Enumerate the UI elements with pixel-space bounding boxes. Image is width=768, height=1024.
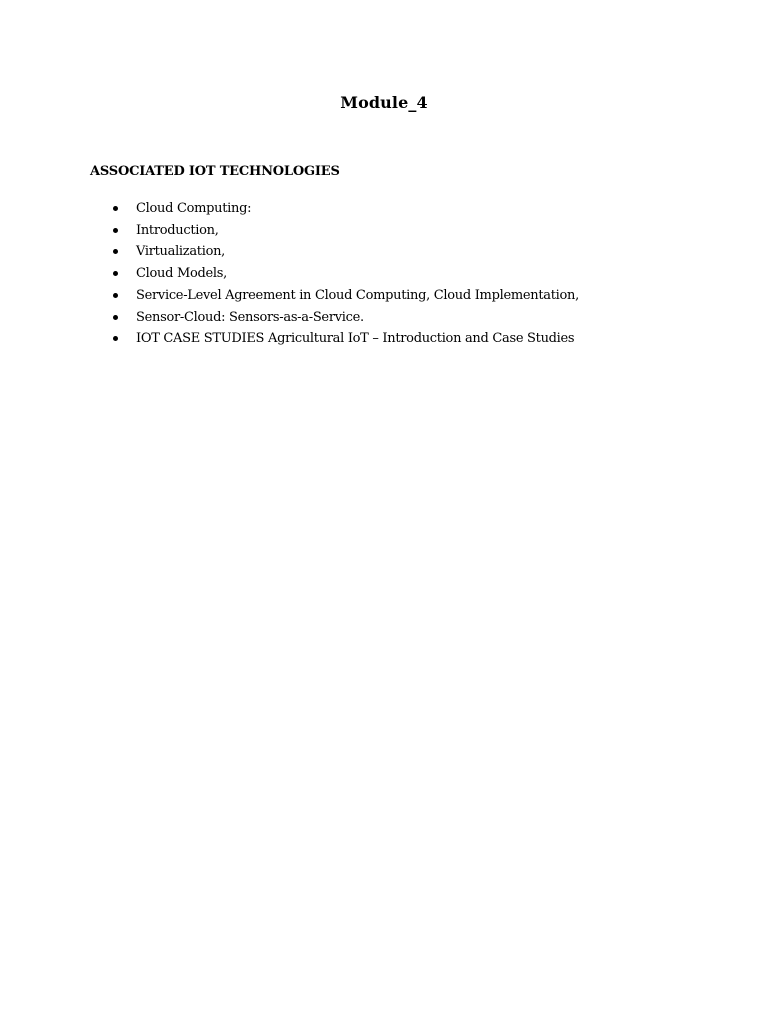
list-item — [110, 263, 579, 285]
list-item — [110, 198, 579, 220]
page-title: Module_4 — [340, 93, 428, 112]
list-item-text: Cloud Computing: — [136, 201, 252, 216]
bullet-icon — [113, 228, 118, 233]
bullet-icon — [113, 206, 118, 211]
bullet-icon — [113, 336, 118, 341]
section-heading: ASSOCIATED IOT TECHNOLOGIES — [90, 164, 340, 179]
bullet-icon — [113, 271, 118, 276]
list-item — [110, 241, 579, 263]
list-item — [110, 307, 579, 329]
list-item-text: Service-Level Agreement in Cloud Computing, Cloud Implementation, — [136, 287, 579, 303]
list-item-text: Cloud Models, — [136, 266, 227, 282]
list-item — [110, 220, 579, 242]
list-item-text: IOT CASE STUDIES Agricultural IoT – Introduction and Case Studies — [136, 331, 575, 347]
list-item-text: Sensor-Cloud: Sensors-as-a-Service. — [136, 309, 364, 325]
list-item — [110, 328, 579, 350]
bullet-icon — [113, 293, 118, 298]
list-item-text: Introduction, — [136, 222, 219, 238]
bullet-icon — [113, 315, 118, 320]
list-item-text: Virtualization, — [136, 244, 226, 260]
list-item — [110, 285, 579, 307]
topic-list — [110, 198, 579, 350]
bullet-icon — [113, 249, 118, 254]
